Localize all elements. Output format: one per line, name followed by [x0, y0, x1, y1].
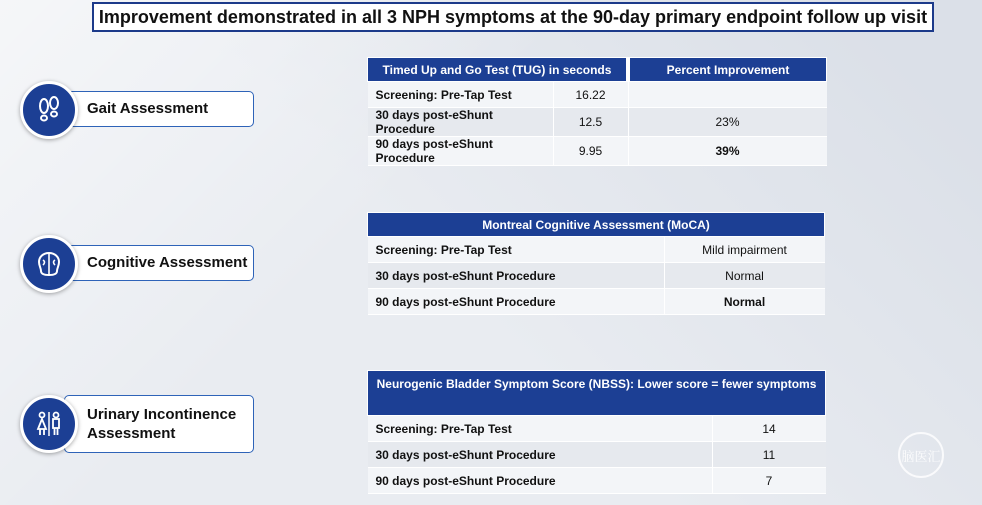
table-row [368, 468, 826, 494]
row-value: 14 [712, 416, 826, 442]
table-row [368, 108, 827, 137]
row-label: 30 days post-eShunt Procedure [368, 442, 713, 468]
page-title: Improvement demonstrated in all 3 NPH symptoms at the 90-day primary endpoint follow up visit [92, 2, 934, 32]
row-label: 90 days post-eShunt Procedure [368, 137, 554, 166]
cognitive-assessment-label: Cognitive Assessment [64, 245, 254, 281]
moca-table [367, 212, 825, 315]
row-improvement [628, 82, 827, 108]
urinary-assessment-label: Urinary Incontinence Assessment [64, 395, 254, 453]
watermark-logo: 脑医汇 [898, 432, 944, 478]
row-value: 12.5 [553, 108, 628, 137]
table-row [368, 137, 827, 166]
table-row [368, 289, 825, 315]
table-row [368, 263, 825, 289]
nbss-table [367, 370, 826, 494]
moca-header: Montreal Cognitive Assessment (MoCA) [368, 213, 825, 237]
restroom-icon [20, 395, 78, 453]
footprints-icon [20, 81, 78, 139]
row-label: 90 days post-eShunt Procedure [368, 468, 713, 494]
row-improvement: 23% [628, 108, 827, 137]
row-value: 7 [712, 468, 826, 494]
tug-table [367, 57, 827, 166]
row-value: Mild impairment [664, 237, 825, 263]
percent-improvement-header: Percent Improvement [628, 58, 827, 82]
table-row [368, 442, 826, 468]
row-value: Normal [664, 289, 825, 315]
row-improvement: 39% [628, 137, 827, 166]
brain-icon [20, 235, 78, 293]
row-value: 11 [712, 442, 826, 468]
nbss-header: Neurogenic Bladder Symptom Score (NBSS): Lower score = fewer symptoms [368, 371, 826, 416]
row-value: 16.22 [553, 82, 628, 108]
row-label: 90 days post-eShunt Procedure [368, 289, 665, 315]
row-label: 30 days post-eShunt Procedure [368, 108, 554, 137]
row-label: Screening: Pre-Tap Test [368, 82, 554, 108]
table-row [368, 237, 825, 263]
table-row [368, 416, 826, 442]
tug-header: Timed Up and Go Test (TUG) in seconds [368, 58, 629, 82]
urinary-assessment-category [20, 395, 260, 455]
row-value: Normal [664, 263, 825, 289]
row-label: 30 days post-eShunt Procedure [368, 263, 665, 289]
row-label: Screening: Pre-Tap Test [368, 416, 713, 442]
table-row [368, 82, 827, 108]
row-value: 9.95 [553, 137, 628, 166]
gait-assessment-label: Gait Assessment [64, 91, 254, 127]
row-label: Screening: Pre-Tap Test [368, 237, 665, 263]
cognitive-assessment-category [20, 235, 260, 295]
gait-assessment-category [20, 81, 260, 141]
